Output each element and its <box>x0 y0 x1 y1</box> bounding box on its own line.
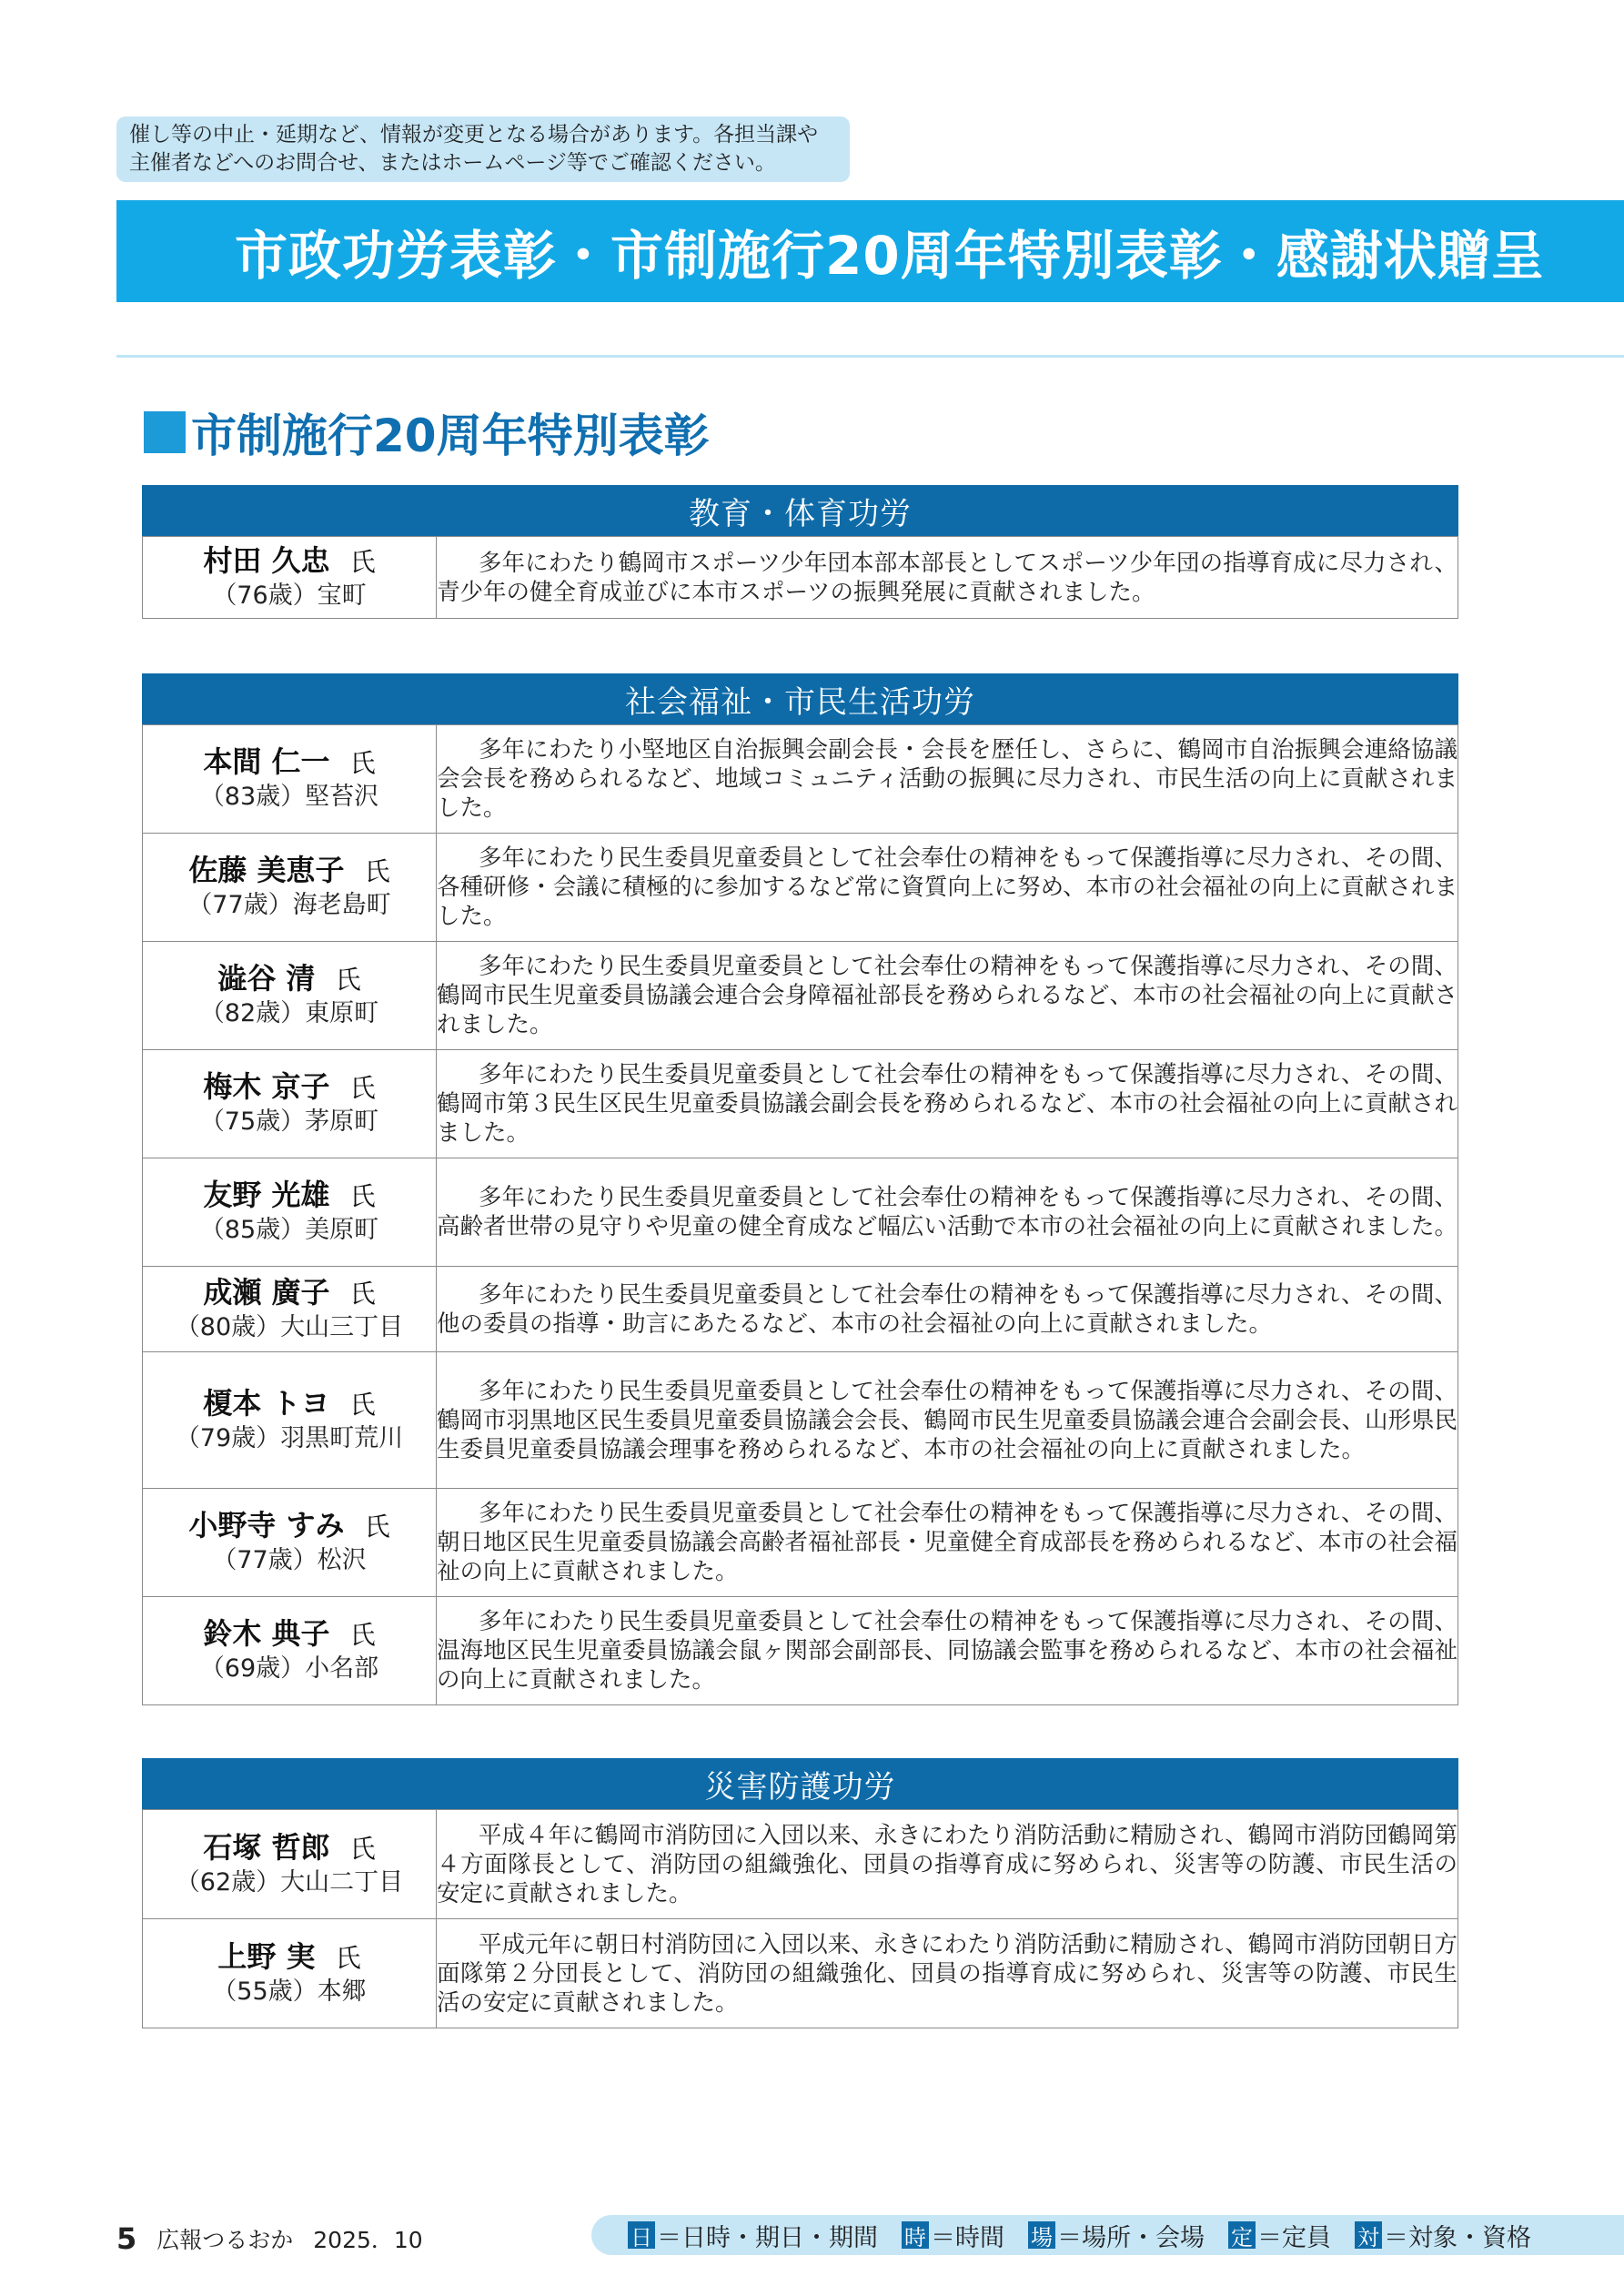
divider <box>116 355 1624 358</box>
honorific: 氏 <box>349 1389 376 1420</box>
citation-text: 平成元年に朝日村消防団に入団以来、永きにわたり消防活動に精励され、鶴岡市消防団朝日方面隊第２分団長として、消防団の組織強化、団員の指導育成に努められ、災害等の防護、市民生活の安定に貢献されました。 <box>437 1919 1458 2028</box>
notice-text: 催し等の中止・延期など、情報が変更となる場合があります。各担当課や主催者などへのお問合せ、またはホームページ等でご確認ください。 <box>129 123 819 175</box>
date-key-icon: 日 <box>628 2221 655 2249</box>
award-table <box>142 536 1458 619</box>
recipient-cell <box>143 1597 437 1705</box>
citation-text: 多年にわたり民生委員児童委員として社会奉仕の精神をもって保護指導に尽力され、その間、各種研修・会議に積極的に参加するなど常に資質向上に努め、本市の社会福祉の向上に貢献されました。 <box>437 834 1458 942</box>
recipient-age-place: （80歳）大山三丁目 <box>175 1312 404 1341</box>
citation-text: 多年にわたり民生委員児童委員として社会奉仕の精神をもって保護指導に尽力され、その間、高齢者世帯の見守りや児童の健全育成など幅広い活動で本市の社会福祉の向上に貢献されました。 <box>437 1158 1458 1267</box>
award-table <box>142 724 1458 1705</box>
table-row <box>143 725 1458 834</box>
legend-item <box>628 2218 878 2253</box>
recipient-age-place: （75歳）茅原町 <box>199 1108 379 1136</box>
honorific: 氏 <box>349 1073 376 1103</box>
table-row <box>143 1597 1458 1705</box>
publication-name: 広報つるおか <box>156 2227 294 2253</box>
citation-text: 多年にわたり民生委員児童委員として社会奉仕の精神をもって保護指導に尽力され、その間、朝日地区民生児童委員協議会高齢者福祉部長・児童健全育成部長を務められるなど、本市の社会福祉の向上に貢献されました。 <box>437 1489 1458 1597</box>
recipient-age-place: （79歳）羽黒町荒川 <box>175 1423 404 1452</box>
recipient-cell <box>143 1267 437 1352</box>
legend-item <box>1028 2218 1205 2253</box>
citation-text: 多年にわたり民生委員児童委員として社会奉仕の精神をもって保護指導に尽力され、その間、鶴岡市第３民生区民生児童委員協議会副会長を務められるなど、本市の社会福祉の向上に貢献されました。 <box>437 1050 1458 1158</box>
citation-text: 多年にわたり小堅地区自治振興会副会長・会長を歴任し、さらに、鶴岡市自治振興会連絡協議会会長を務められるなど、地域コミュニティ活動の振興に尽力され、市民生活の向上に貢献されました。 <box>437 725 1458 834</box>
citation-text: 多年にわたり民生委員児童委員として社会奉仕の精神をもって保護指導に尽力され、その間、鶴岡市民生児童委員協議会連合会身障福祉部長を務められるなど、本市の社会福祉の向上に貢献されました。 <box>437 942 1458 1050</box>
table-row <box>143 1810 1458 1919</box>
table-row <box>143 1489 1458 1597</box>
citation-text: 平成４年に鶴岡市消防団に入団以来、永きにわたり消防活動に精励され、鶴岡市消防団鶴岡第４方面隊長として、消防団の組織強化、団員の指導育成に努められ、災害等の防護、市民生活の安定に貢献されました。 <box>437 1810 1458 1919</box>
square-bullet-icon <box>144 411 186 453</box>
notice-box <box>116 116 850 182</box>
honorific: 氏 <box>364 856 390 886</box>
recipient-name: 榎本 トヨ <box>203 1385 330 1421</box>
symbol-legend <box>591 2215 1624 2255</box>
section-heading <box>144 400 710 464</box>
table-row <box>143 1050 1458 1158</box>
recipient-name: 佐藤 美恵子 <box>188 853 345 887</box>
honorific: 氏 <box>349 1833 376 1864</box>
legend-text: ＝場所・会場 <box>1057 2223 1205 2252</box>
honorific: 氏 <box>335 965 361 995</box>
recipient-age-place: （55歳）本郷 <box>212 1977 367 2006</box>
recipient-age-place: （69歳）小名部 <box>199 1654 379 1683</box>
recipient-age-place: （82歳）東原町 <box>199 999 379 1027</box>
honorific: 氏 <box>349 1620 376 1650</box>
legend-text: ＝対象・資格 <box>1384 2223 1531 2252</box>
recipient-name: 鈴木 典子 <box>203 1616 330 1651</box>
citation-text: 多年にわたり鶴岡市スポーツ少年団本部本部長としてスポーツ少年団の指導育成に尽力され、青少年の健全育成並びに本市スポーツの振興発展に貢献されました。 <box>437 537 1458 619</box>
category-title: 災害防護功労 <box>704 1768 896 1805</box>
honorific: 氏 <box>349 546 376 577</box>
eligibility-key-icon: 対 <box>1355 2221 1382 2249</box>
table-row <box>143 942 1458 1050</box>
recipient-name: 梅木 京子 <box>203 1069 330 1104</box>
recipient-age-place: （62歳）大山二丁目 <box>175 1867 404 1896</box>
category-title: 社会福祉・市民生活功労 <box>625 683 975 721</box>
recipient-cell <box>143 1810 437 1919</box>
table-row <box>143 1352 1458 1489</box>
recipient-cell <box>143 725 437 834</box>
category-header <box>142 485 1458 536</box>
award-table <box>142 1809 1458 2028</box>
recipient-cell <box>143 1050 437 1158</box>
recipient-age-place: （76歳）宝町 <box>212 581 367 610</box>
award-category <box>142 673 1458 1705</box>
legend-item <box>902 2218 1004 2253</box>
category-title: 教育・体育功労 <box>689 495 912 532</box>
table-row <box>143 1158 1458 1267</box>
page-footer <box>116 2220 423 2257</box>
honorific: 氏 <box>349 1278 376 1309</box>
citation-text: 多年にわたり民生委員児童委員として社会奉仕の精神をもって保護指導に尽力され、その間、鶴岡市羽黒地区民生委員児童委員協議会会長、鶴岡市民生児童委員協議会連合会副会長、山形県民生委員児童委員協議会理事を務められるなど、本市の社会福祉の向上に貢献されました。 <box>437 1352 1458 1489</box>
honorific: 氏 <box>364 1512 390 1542</box>
recipient-age-place: （77歳）松沢 <box>212 1546 367 1574</box>
category-header <box>142 1758 1458 1809</box>
time-key-icon: 時 <box>902 2221 929 2249</box>
legend-text: ＝日時・期日・期間 <box>657 2223 878 2252</box>
honorific: 氏 <box>349 748 376 778</box>
citation-text: 多年にわたり民生委員児童委員として社会奉仕の精神をもって保護指導に尽力され、その間、他の委員の指導・助言にあたるなど、本市の社会福祉の向上に貢献されました。 <box>437 1267 1458 1352</box>
recipient-name: 成瀬 廣子 <box>203 1274 330 1310</box>
table-row <box>143 834 1458 942</box>
recipient-age-place: （77歳）海老島町 <box>187 891 391 919</box>
recipient-age-place: （83歳）堅苔沢 <box>199 783 379 811</box>
recipient-age-place: （85歳）美原町 <box>199 1216 379 1244</box>
recipient-name: 友野 光雄 <box>203 1178 330 1212</box>
honorific: 氏 <box>335 1942 361 1973</box>
recipient-cell <box>143 1489 437 1597</box>
issue-number: 2025．10 <box>313 2227 423 2253</box>
section-title: 市制施行20周年特別表彰 <box>191 410 710 462</box>
table-row <box>143 537 1458 619</box>
category-header <box>142 673 1458 724</box>
recipient-name: 石塚 哲郎 <box>203 1829 330 1865</box>
page-number: 5 <box>116 2221 137 2256</box>
page-title: 市政功労表彰・市制施行20周年特別表彰・感謝状贈呈 <box>235 225 1545 287</box>
honorific: 氏 <box>349 1181 376 1211</box>
legend-text: ＝時間 <box>931 2223 1004 2252</box>
page-title-banner <box>116 200 1624 302</box>
recipient-cell <box>143 1158 437 1267</box>
award-category <box>142 1758 1458 2028</box>
legend-item <box>1228 2218 1331 2253</box>
recipient-cell <box>143 1919 437 2028</box>
recipient-cell <box>143 537 437 619</box>
recipient-name: 村田 久忠 <box>203 542 330 578</box>
recipient-cell <box>143 834 437 942</box>
citation-text: 多年にわたり民生委員児童委員として社会奉仕の精神をもって保護指導に尽力され、その間、温海地区民生児童委員協議会鼠ヶ関部会副部長、同協議会監事を務められるなど、本市の社会福祉の向上に貢献されました。 <box>437 1597 1458 1705</box>
table-row <box>143 1919 1458 2028</box>
recipient-name: 上野 実 <box>217 1938 316 1974</box>
place-key-icon: 場 <box>1028 2221 1055 2249</box>
recipient-name: 澁谷 清 <box>217 961 316 996</box>
recipient-name: 本間 仁一 <box>203 744 330 779</box>
legend-text: ＝定員 <box>1257 2223 1331 2252</box>
capacity-key-icon: 定 <box>1228 2221 1256 2249</box>
recipient-cell <box>143 942 437 1050</box>
table-row <box>143 1267 1458 1352</box>
recipient-cell <box>143 1352 437 1489</box>
legend-item <box>1355 2218 1531 2253</box>
recipient-name: 小野寺 すみ <box>188 1508 345 1542</box>
award-category <box>142 485 1458 619</box>
